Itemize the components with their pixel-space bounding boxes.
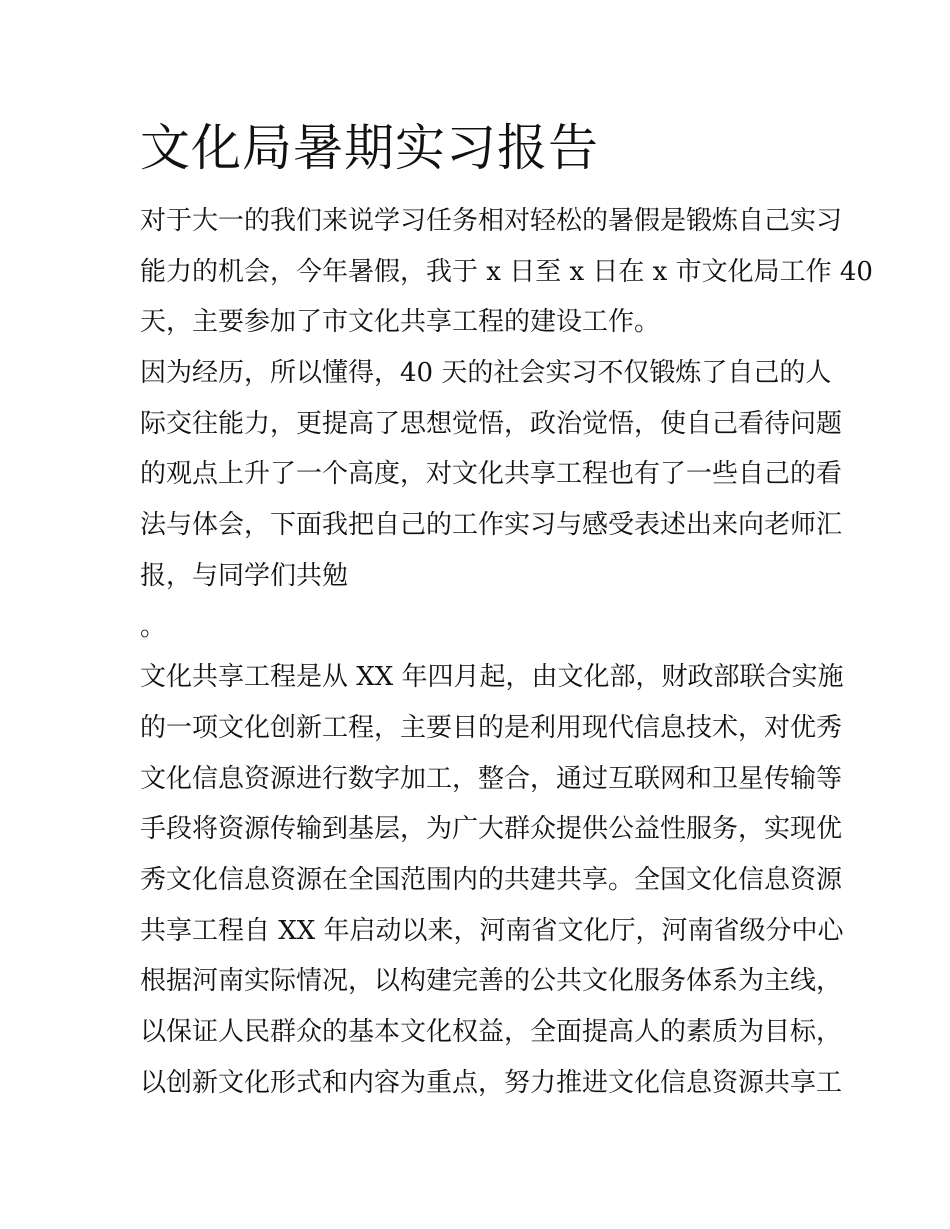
- text-line: 天，主要参加了市文化共享工程的建设工作。: [140, 307, 661, 338]
- text-line: 秀文化信息资源在全国范围内的共建共享。全国文化信息资源: [140, 864, 843, 895]
- text-line: 。: [140, 611, 167, 642]
- text-line: 报，与同学们共勉: [140, 560, 349, 591]
- text-line: 根据河南实际情况，以构建完善的公共文化服务体系为主线，: [140, 966, 843, 997]
- document-title: 文化局暑期实习报告: [140, 119, 599, 177]
- paragraph-2: [140, 348, 843, 652]
- text-line: 手段将资源传输到基层，为广大群众提供公益性服务，实现优: [140, 814, 843, 845]
- text-line: 法与体会，下面我把自己的工作实习与感受表述出来向老师汇: [140, 510, 843, 541]
- text-line: 共享工程自 XX 年启动以来，河南省文化厅，河南省级分中心: [140, 915, 844, 946]
- paragraph-1: [140, 196, 873, 348]
- text-line: 以创新文化形式和内容为重点，努力推进文化信息资源共享工: [140, 1067, 843, 1098]
- text-line: 因为经历，所以懂得，40 天的社会实习不仅锻炼了自己的人: [140, 358, 832, 389]
- paragraph-3: [140, 652, 844, 1108]
- text-line: 文化共享工程是从 XX 年四月起，由文化部，财政部联合实施: [140, 662, 844, 693]
- text-line: 的一项文化创新工程，主要目的是利用现代信息技术，对优秀: [140, 712, 843, 743]
- text-line: 际交往能力，更提高了思想觉悟，政治觉悟，使自己看待问题: [140, 408, 843, 439]
- text-line: 以保证人民群众的基本文化权益，全面提高人的素质为目标，: [140, 1017, 843, 1047]
- document-body: [140, 196, 873, 1108]
- text-line: 能力的机会，今年暑假，我于 x 日至 x 日在 x 市文化局工作 40: [140, 256, 873, 287]
- text-line: 文化信息资源进行数字加工，整合，通过互联网和卫星传输等: [140, 763, 843, 794]
- text-line: 对于大一的我们来说学习任务相对轻松的暑假是锻炼自己实习: [140, 206, 843, 236]
- text-line: 的观点上升了一个高度，对文化共享工程也有了一些自己的看: [140, 459, 843, 490]
